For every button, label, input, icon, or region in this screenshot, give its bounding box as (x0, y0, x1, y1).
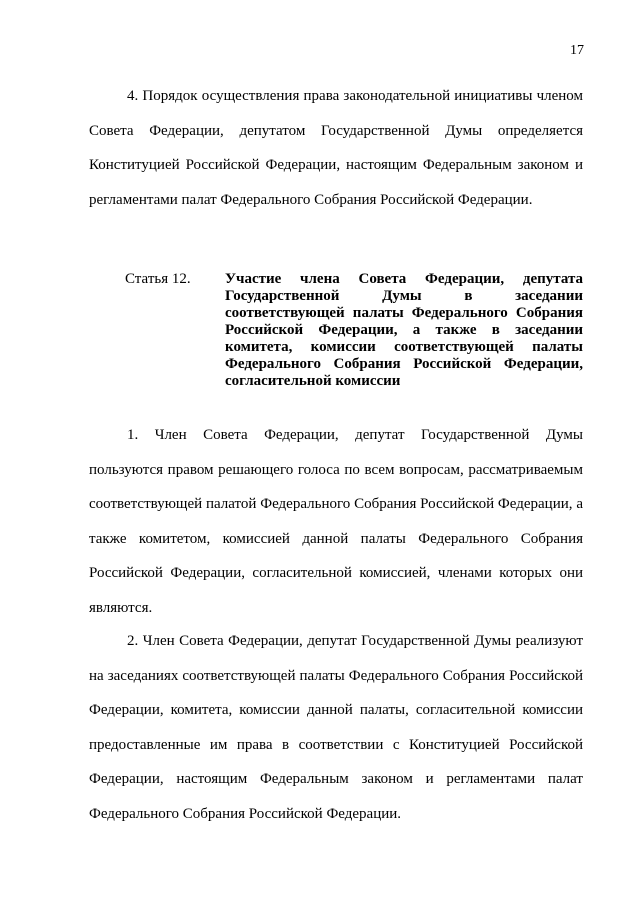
paragraph-text: 1. Член Совета Федерации, депутат Государственной Думы пользуются правом решающего голоса по всем вопросам, рассматриваемым соответствующей палатой Федерального Собрания Российской Федерации, а также комитетом, комиссией данной палаты Федерального Собрания Российской Федерации, согласительной комиссией, членами которых они являются. (89, 427, 583, 616)
page-number: 17 (570, 43, 584, 58)
paragraph-voting-right (89, 418, 583, 625)
paragraph-text: 2. Член Совета Федерации, депутат Государственной Думы реализуют на заседаниях соответствующей палаты Федерального Собрания Российской Федерации, комитета, комиссии данной палаты, согласительной комиссии предоставленные им права в соответствии с Конституцией Российской Федерации, настоящим Федеральным законом и регламентами палат Федерального Собрания Российской Федерации. (89, 633, 583, 822)
paragraph-rights-implementation (89, 624, 583, 831)
article-number: Статья 12. (125, 271, 191, 287)
article-title: Участие члена Совета Федерации, депутата Государственной Думы в заседании соответствующей палаты Федерального Собрания Российской Федерации, а также в заседании комитета, комиссии соответствующей палаты Федерального Собрания Российской Федерации, согласительной комиссии (225, 271, 583, 389)
paragraph-legislative-initiative (89, 79, 583, 217)
paragraph-text: 4. Порядок осуществления права законодательной инициативы членом Совета Федерации, депутатом Государственной Думы определяется Конституцией Российской Федерации, настоящим Федеральным законом и регламентами палат Федерального Собрания Российской Федерации. (89, 88, 583, 208)
